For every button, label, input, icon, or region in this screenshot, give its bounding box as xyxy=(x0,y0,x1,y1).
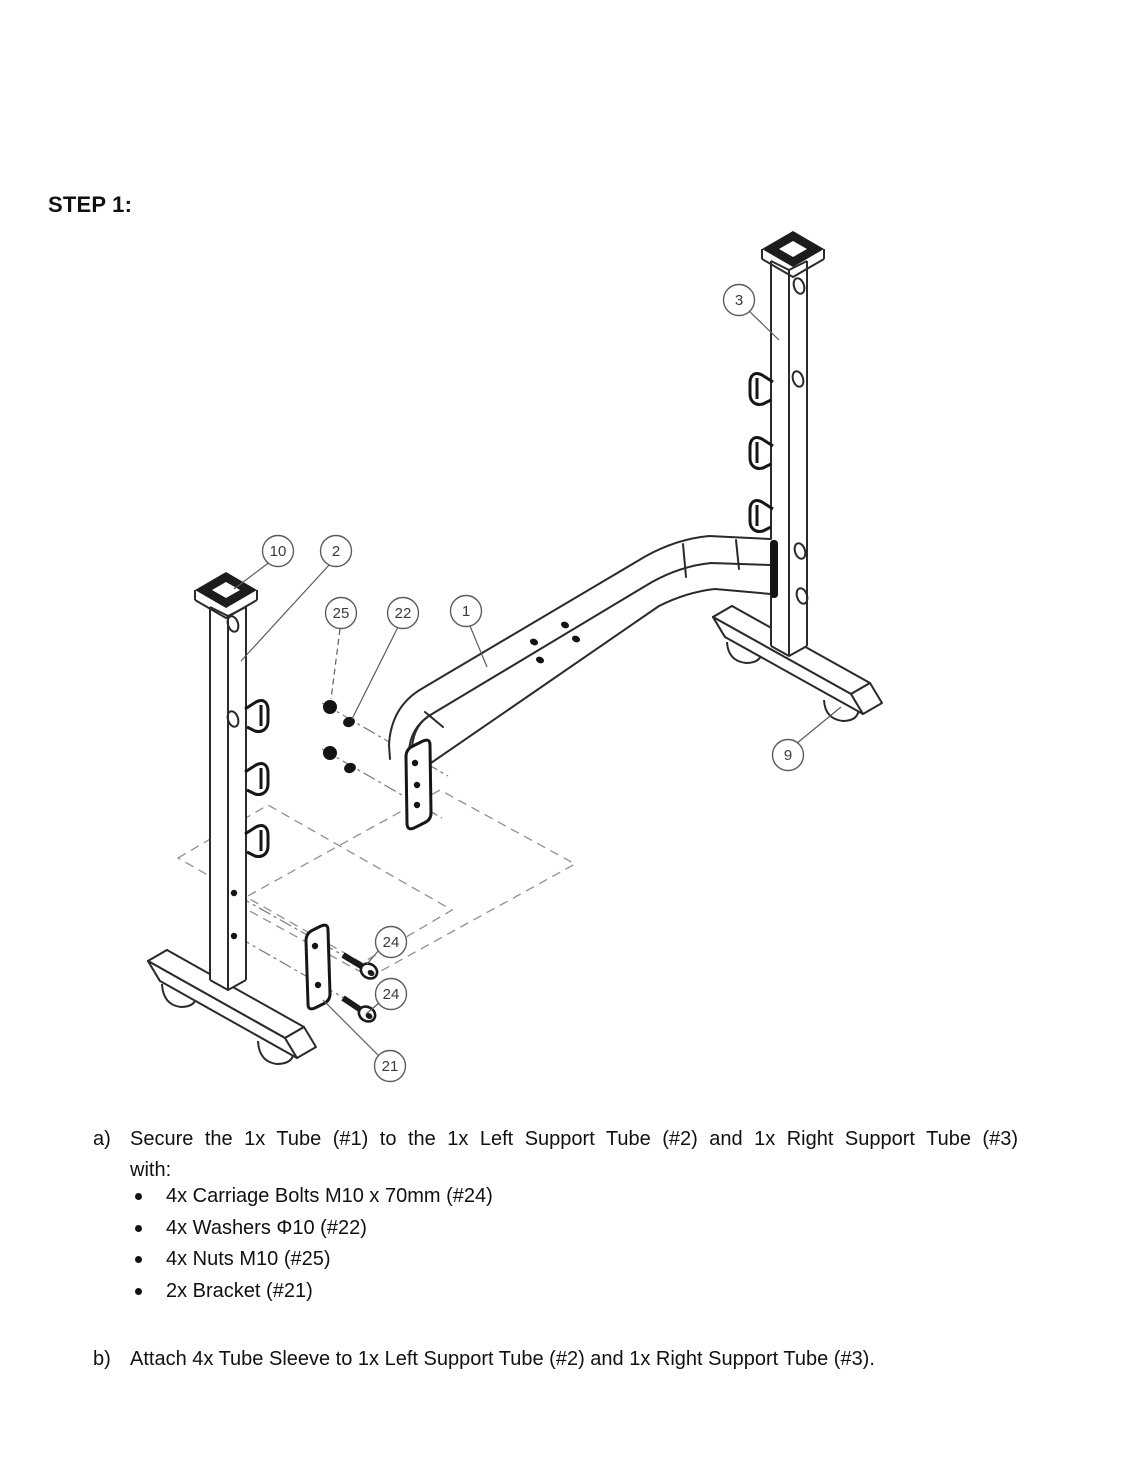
list-marker-a: a) xyxy=(93,1128,111,1150)
nut-washer-drawing xyxy=(323,700,357,775)
nut-icon xyxy=(323,746,337,760)
callout-22 xyxy=(388,598,419,629)
list-item: 4x Carriage Bolts M10 x 70mm (#24) xyxy=(133,1186,493,1206)
hardware-list xyxy=(133,1186,493,1312)
callout-24-upper xyxy=(376,927,407,958)
callout-25 xyxy=(326,598,357,629)
plate-hook-icon xyxy=(245,701,268,857)
callout-3 xyxy=(724,285,755,316)
callout-2 xyxy=(321,536,352,567)
svg-text:22: 22 xyxy=(394,605,412,622)
washer-icon xyxy=(342,715,357,729)
callout-24-lower xyxy=(376,979,407,1010)
list-item: 4x Nuts M10 (#25) xyxy=(133,1249,493,1269)
nut-icon xyxy=(323,700,337,714)
svg-text:21: 21 xyxy=(381,1058,399,1075)
instruction-a xyxy=(93,1126,1018,1152)
svg-text:3: 3 xyxy=(734,292,744,309)
instruction-b-text: Attach 4x Tube Sleeve to 1x Left Support Tube (#2) and 1x Right Support Tube (#3). xyxy=(130,1348,875,1370)
crossbar-tube-drawing xyxy=(389,536,778,829)
plate-hook-icon xyxy=(750,374,773,532)
instruction-b xyxy=(93,1346,1018,1372)
svg-text:10: 10 xyxy=(269,543,287,560)
list-item: 4x Washers Φ10 (#22) xyxy=(133,1218,493,1238)
list-item: 2x Bracket (#21) xyxy=(133,1281,493,1301)
svg-text:24: 24 xyxy=(382,934,400,951)
bracket-21-drawing xyxy=(306,925,330,1009)
callout-9 xyxy=(773,740,804,771)
svg-text:2: 2 xyxy=(331,543,341,560)
svg-text:9: 9 xyxy=(783,747,793,764)
svg-text:1: 1 xyxy=(461,603,471,620)
callout-10 xyxy=(263,536,294,567)
list-marker-b: b) xyxy=(93,1348,111,1370)
callout-21 xyxy=(375,1051,406,1082)
callout-1 xyxy=(451,596,482,627)
left-support-tube-drawing xyxy=(195,572,268,990)
step-title: STEP 1: xyxy=(48,192,133,217)
svg-text:25: 25 xyxy=(332,605,350,622)
instruction-a-line1: Secure the 1x Tube (#1) to the 1x Left Support Tube (#2) and 1x Right Support Tube (#3) xyxy=(130,1128,1018,1150)
washer-icon xyxy=(343,761,358,775)
mount-plate xyxy=(770,540,778,598)
instruction-a-line2: with: xyxy=(130,1159,172,1181)
svg-text:24: 24 xyxy=(382,986,400,1003)
